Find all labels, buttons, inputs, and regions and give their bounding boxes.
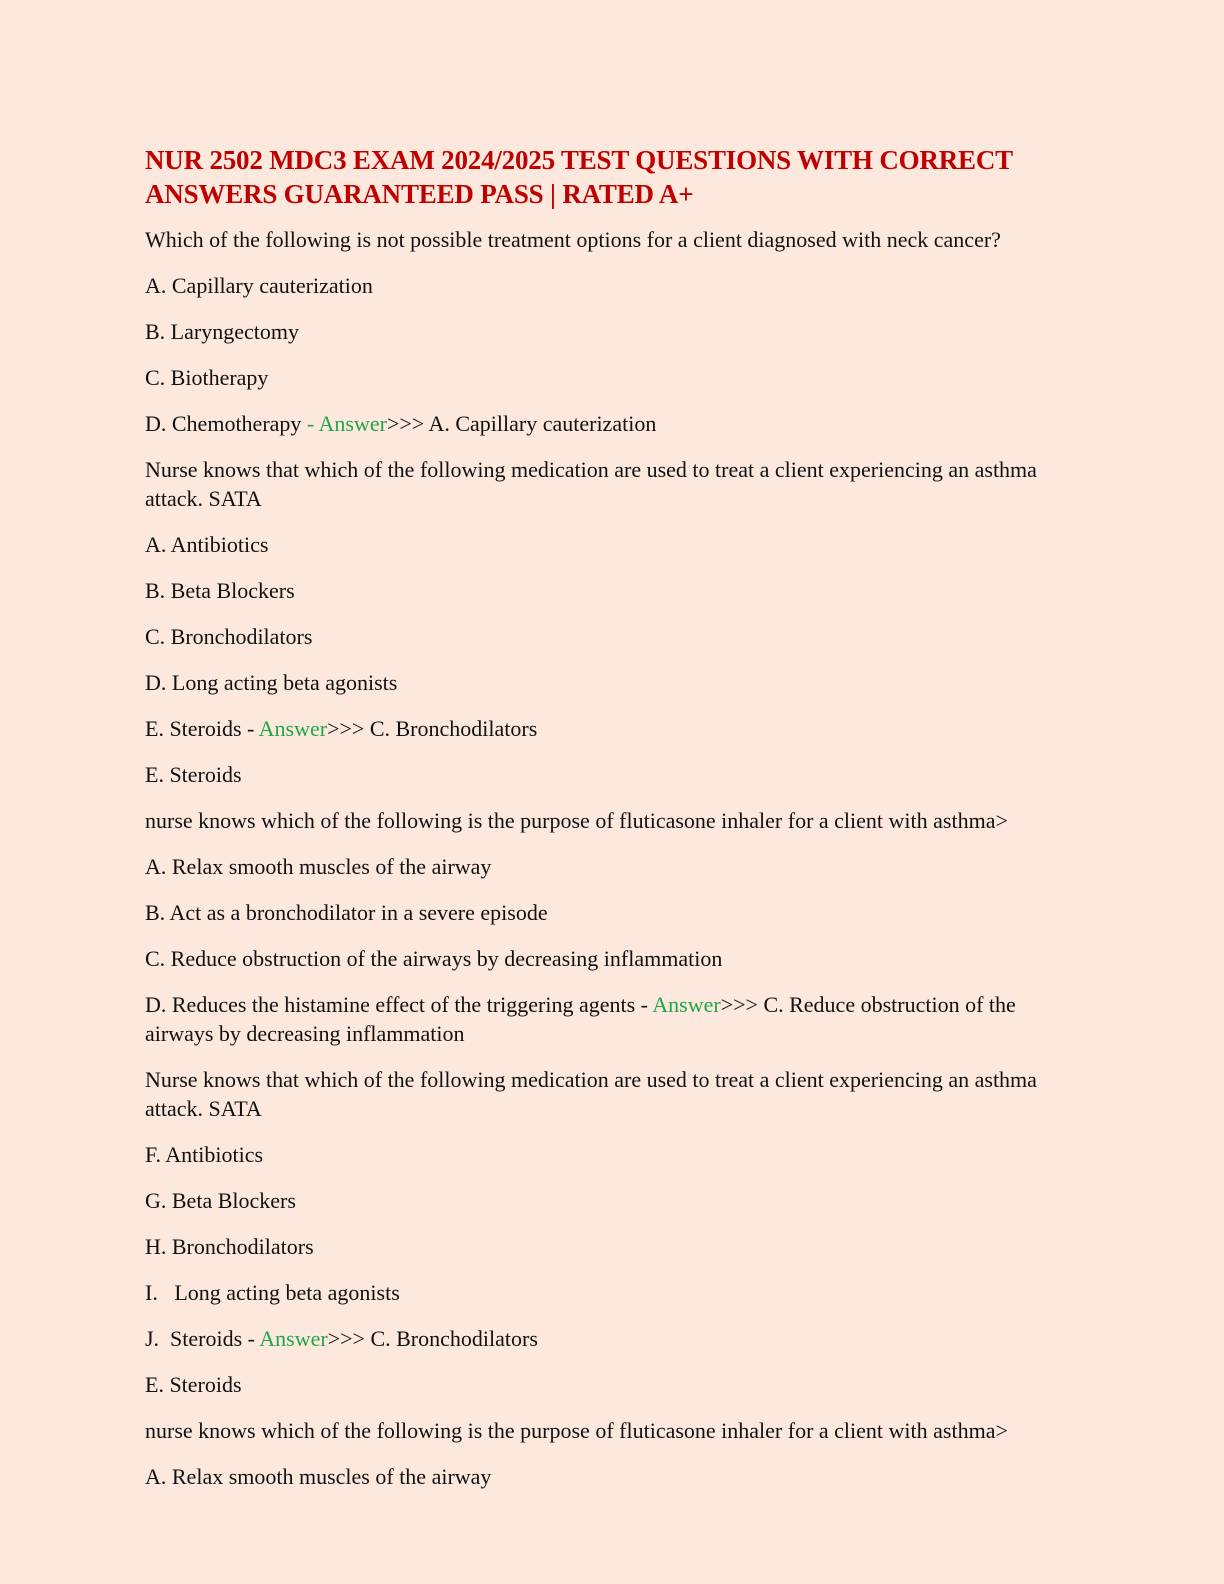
answer-text: >>> C. Bronchodilators — [327, 716, 538, 741]
document-title: NUR 2502 MDC3 EXAM 2024/2025 TEST QUESTIONS WITH CORRECT ANSWERS GUARANTEED PASS | RATED A+ — [145, 145, 1013, 209]
option-line: D. Long acting beta agonists — [145, 670, 398, 695]
option-line: E. Steroids — [145, 1372, 242, 1397]
option-line: E. Steroids — [145, 762, 242, 787]
answer-line — [145, 714, 1074, 743]
option-line: C. Biotherapy — [145, 365, 269, 390]
answer-keyword: Answer — [652, 992, 721, 1017]
question-text: nurse knows which of the following is the purpose of fluticasone inhaler for a client with asthma> — [145, 808, 1008, 833]
answer-line — [145, 990, 1074, 1048]
answer-line — [145, 409, 1074, 438]
option-line: A. Antibiotics — [145, 532, 269, 557]
answer-prefix: D. Chemotherapy — [145, 411, 307, 436]
option-line: A. Capillary cauterization — [145, 273, 373, 298]
answer-text: >>> A. Capillary cauterization — [386, 411, 657, 436]
option-line: B. Beta Blockers — [145, 578, 295, 603]
option-line: G. Beta Blockers — [145, 1188, 296, 1213]
answer-line — [145, 1324, 1074, 1353]
answer-keyword: Answer — [258, 716, 328, 741]
option-line: C. Bronchodilators — [145, 624, 313, 649]
answer-keyword: Answer — [259, 1326, 328, 1351]
answer-text: >>> C. Bronchodilators — [327, 1326, 538, 1351]
question-text: Which of the following is not possible treatment options for a client diagnosed with neck cancer? — [145, 227, 1001, 252]
option-line: I. Long acting beta agonists — [145, 1280, 400, 1305]
answer-text: >>> C. Reduce obstruction of the airways by decreasing inflammation — [145, 992, 1016, 1046]
question-text: Nurse knows that which of the following medication are used to treat a client experiencing an asthma attack. SATA — [145, 1067, 1037, 1121]
option-line: F. Antibiotics — [145, 1142, 264, 1167]
option-line: H. Bronchodilators — [145, 1234, 314, 1259]
answer-keyword: - Answer — [306, 411, 387, 436]
option-line: B. Act as a bronchodilator in a severe episode — [145, 900, 548, 925]
answer-prefix: J. Steroids - — [145, 1326, 260, 1351]
answer-prefix: E. Steroids - — [145, 716, 259, 741]
answer-prefix: D. Reduces the histamine effect of the triggering agents - — [145, 992, 653, 1017]
question-text: nurse knows which of the following is the purpose of fluticasone inhaler for a client with asthma> — [145, 1418, 1008, 1443]
option-line: A. Relax smooth muscles of the airway — [145, 854, 492, 879]
option-line: C. Reduce obstruction of the airways by decreasing inflammation — [145, 946, 723, 971]
question-text: Nurse knows that which of the following medication are used to treat a client experiencing an asthma attack. SATA — [145, 457, 1037, 511]
option-line: A. Relax smooth muscles of the airway — [145, 1464, 492, 1489]
option-line: B. Laryngectomy — [145, 319, 299, 344]
